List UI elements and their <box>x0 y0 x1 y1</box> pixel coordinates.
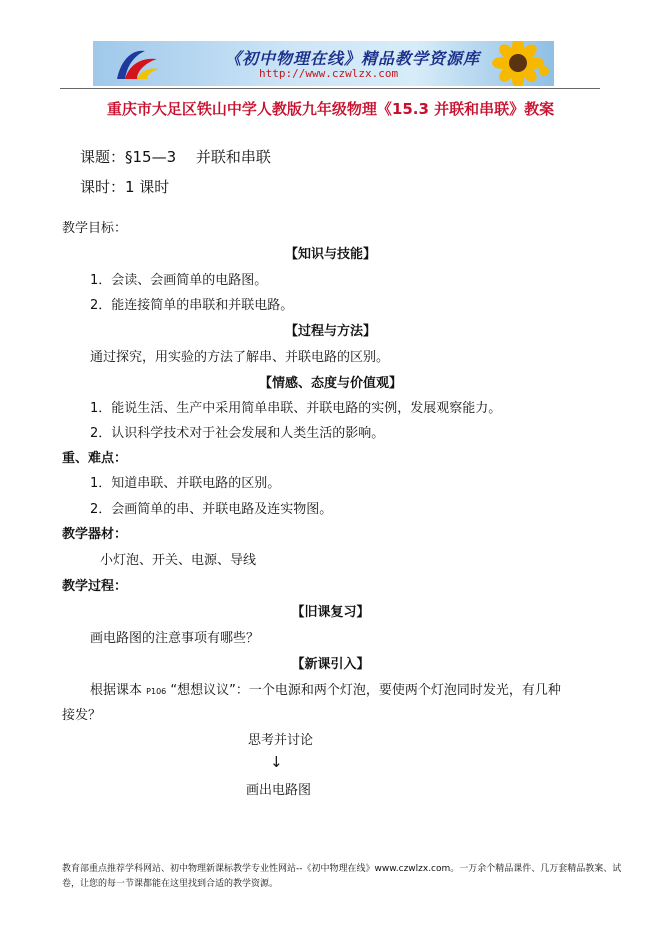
intro-text-b: “想想议议”：一个电源和两个灯泡，要使两个灯泡同时发光，有几种 <box>170 683 561 698</box>
flow-think-discuss: 思考并讨论 <box>248 733 314 748</box>
lesson-topic: 课题：§15—3 并联和串联 <box>80 148 271 166</box>
flow-arrow-down-icon: ↓ <box>270 753 283 771</box>
intro-paragraph <box>90 679 561 698</box>
attitude-item-2: 2．认识科学技术对于社会发展和人类生活的影响。 <box>90 426 385 441</box>
section-new-lesson: 【新课引入】 <box>291 657 370 672</box>
attitude-item-1: 1．能说生活、生产中采用简单串联、并联电路的实例，发展观察能力。 <box>90 401 502 416</box>
page-footer: 教育部重点推荐学科网站、初中物理新课标教学专业性网站--《初中物理在线》www.czwlzx.com。一万余个精品课件、几万套精品教案、试卷，让您的每一节课都能在这里找到合适的教学资源。 <box>62 864 622 889</box>
section-knowledge-skills: 【知识与技能】 <box>284 247 376 262</box>
teaching-process-label: 教学过程： <box>62 579 128 594</box>
intro-text-c: 接发？ <box>62 708 102 723</box>
equipment-label: 教学器材： <box>62 527 128 542</box>
intro-text-a: 根据课本 <box>90 683 143 698</box>
site-logo-icon <box>111 45 163 83</box>
lesson-time: 课时：1 课时 <box>80 178 170 196</box>
process-item-1: 通过探究，用实验的方法了解串、并联电路的区别。 <box>90 350 390 365</box>
key-point-2: 2．会画简单的串、并联电路及连实物图。 <box>90 502 333 517</box>
flow-draw-circuit: 画出电路图 <box>246 783 312 798</box>
section-attitude-values: 【情感、态度与价值观】 <box>258 376 402 391</box>
header-divider <box>60 88 600 89</box>
knowledge-item-2: 2．能连接简单的串联和并联电路。 <box>90 298 294 313</box>
key-point-1: 1．知道串联、并联电路的区别。 <box>90 476 281 491</box>
knowledge-item-1: 1．会读、会画简单的电路图。 <box>90 273 268 288</box>
intro-page-ref: P106 <box>146 687 167 696</box>
section-review: 【旧课复习】 <box>291 605 370 620</box>
banner-title: 《初中物理在线》精品教学资源库 <box>225 49 481 68</box>
section-process-methods: 【过程与方法】 <box>284 324 376 339</box>
document-title: 重庆市大足区铁山中学人教版九年级物理《15.3 并联和串联》教案 <box>106 100 555 118</box>
sunflower-icon <box>480 41 550 86</box>
equipment-list: 小灯泡、开关、电源、导线 <box>100 553 257 568</box>
banner-url[interactable]: http://www.czwlzx.com <box>259 67 399 80</box>
review-question: 画电路图的注意事项有哪些？ <box>90 631 260 646</box>
objectives-label: 教学目标： <box>62 221 128 236</box>
key-points-label: 重、难点： <box>62 451 128 466</box>
header-banner <box>93 41 554 86</box>
